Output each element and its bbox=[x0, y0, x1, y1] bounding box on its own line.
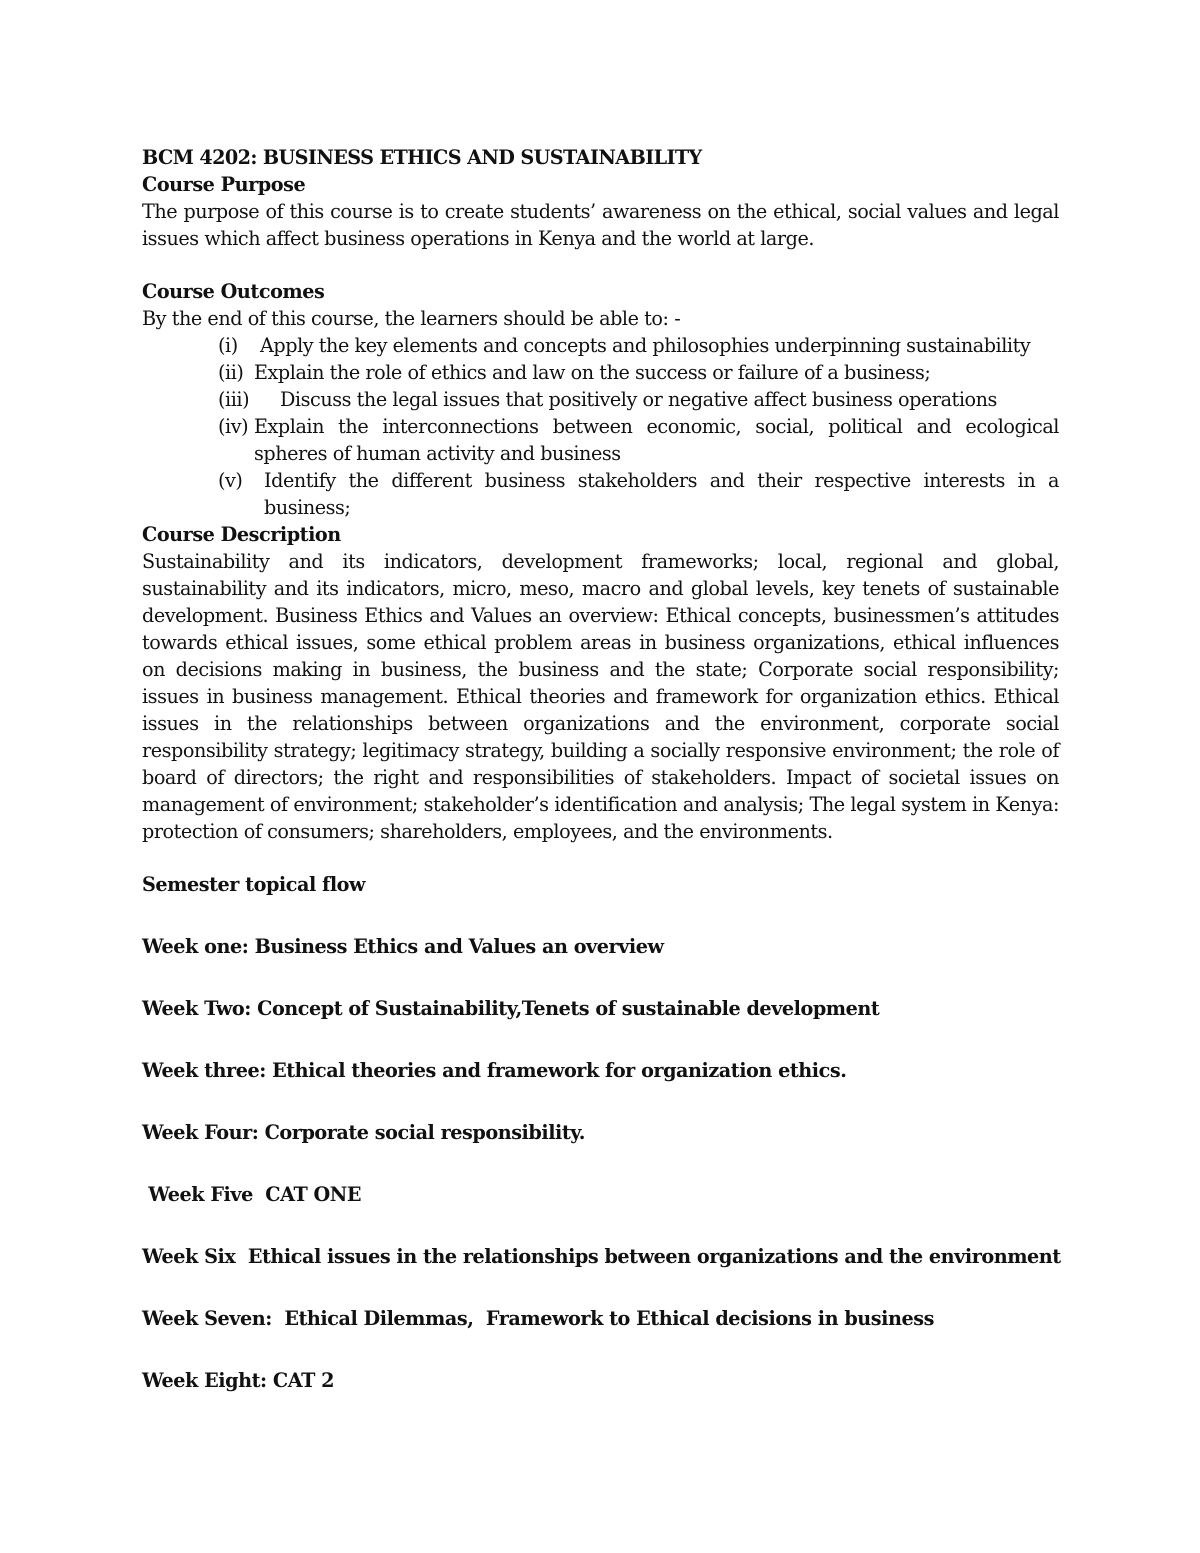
course-description-text: Sustainability and its indicators, development frameworks; local, regional and global, sustainability and its indicators, micro, meso, macro and global levels, key tenets of sustainable development. Business Ethics and Values an overview: Ethical concepts, businessmen’s attitudes towards ethical issues, some ethical problem areas in business organizations, ethical influences on decisions making in business, the business and the state; Corporate social responsibility; issues in business management. Ethical theories and framework for organization ethics. Ethical issues in the relationships between organizations and the environment, corporate social responsibility strategy; legitimacy strategy, building a socially responsive environment; the role of board of directors; the right and responsibilities of stakeholders. Impact of societal issues on management of environment; stakeholder’s identification and analysis; The legal system in Kenya: protection of consumers; shareholders, employees, and the environments. bbox=[142, 550, 1059, 843]
week-item: Week Six Ethical issues in the relationships between organizations and the environment bbox=[142, 1245, 1061, 1268]
week-item: Week Seven: Ethical Dilemmas, Framework to Ethical decisions in business bbox=[142, 1307, 934, 1330]
outcome-text: Discuss the legal issues that positively or negative affect business operations bbox=[280, 388, 997, 411]
spacer bbox=[142, 1332, 1059, 1367]
course-description-heading: Course Description bbox=[142, 523, 341, 546]
week-item: Week Five CAT ONE bbox=[142, 1183, 362, 1206]
course-outcomes-intro: By the end of this course, the learners should be able to: - bbox=[142, 307, 681, 330]
spacer bbox=[142, 898, 1059, 933]
outcomes-list bbox=[142, 332, 1059, 521]
spacer bbox=[142, 252, 1059, 278]
outcome-item bbox=[142, 413, 1059, 467]
outcome-text: Explain the role of ethics and law on the success or failure of a business; bbox=[254, 361, 931, 384]
course-outcomes-heading: Course Outcomes bbox=[142, 280, 325, 303]
spacer bbox=[142, 1084, 1059, 1119]
week-item: Week Four: Corporate social responsibility. bbox=[142, 1121, 586, 1144]
course-purpose-heading: Course Purpose bbox=[142, 173, 306, 196]
outcome-number: (iv) bbox=[218, 415, 249, 438]
outcome-number: (ii) bbox=[218, 361, 244, 384]
week-item: Week three: Ethical theories and framework for organization ethics. bbox=[142, 1059, 847, 1082]
week-item: Week Two: Concept of Sustainability,Tenets of sustainable development bbox=[142, 997, 880, 1020]
outcome-text: Identify the different business stakeholders and their respective interests in a business; bbox=[264, 469, 1059, 519]
outcome-text: Apply the key elements and concepts and philosophies underpinning sustainability bbox=[260, 334, 1031, 357]
outcome-number: (iii) bbox=[218, 388, 250, 411]
outcome-text: Explain the interconnections between economic, social, political and ecological spheres of human activity and business bbox=[254, 415, 1059, 465]
outcome-item bbox=[142, 359, 1059, 386]
spacer bbox=[142, 1270, 1059, 1305]
outcome-item bbox=[142, 386, 1059, 413]
spacer bbox=[142, 1022, 1059, 1057]
course-title: BCM 4202: BUSINESS ETHICS AND SUSTAINABILITY bbox=[142, 146, 702, 169]
course-purpose-text: The purpose of this course is to create students’ awareness on the ethical, social values and legal issues which affect business operations in Kenya and the world at large. bbox=[142, 200, 1059, 250]
outcome-number: (v) bbox=[218, 469, 243, 492]
outcome-item bbox=[142, 467, 1059, 521]
week-item: Week Eight: CAT 2 bbox=[142, 1369, 335, 1392]
outcome-number: (i) bbox=[218, 334, 238, 357]
outcome-item bbox=[142, 332, 1059, 359]
week-item: Week one: Business Ethics and Values an overview bbox=[142, 935, 664, 958]
spacer bbox=[142, 960, 1059, 995]
spacer bbox=[142, 1146, 1059, 1181]
spacer bbox=[142, 1208, 1059, 1243]
semester-flow-heading: Semester topical flow bbox=[142, 873, 366, 896]
